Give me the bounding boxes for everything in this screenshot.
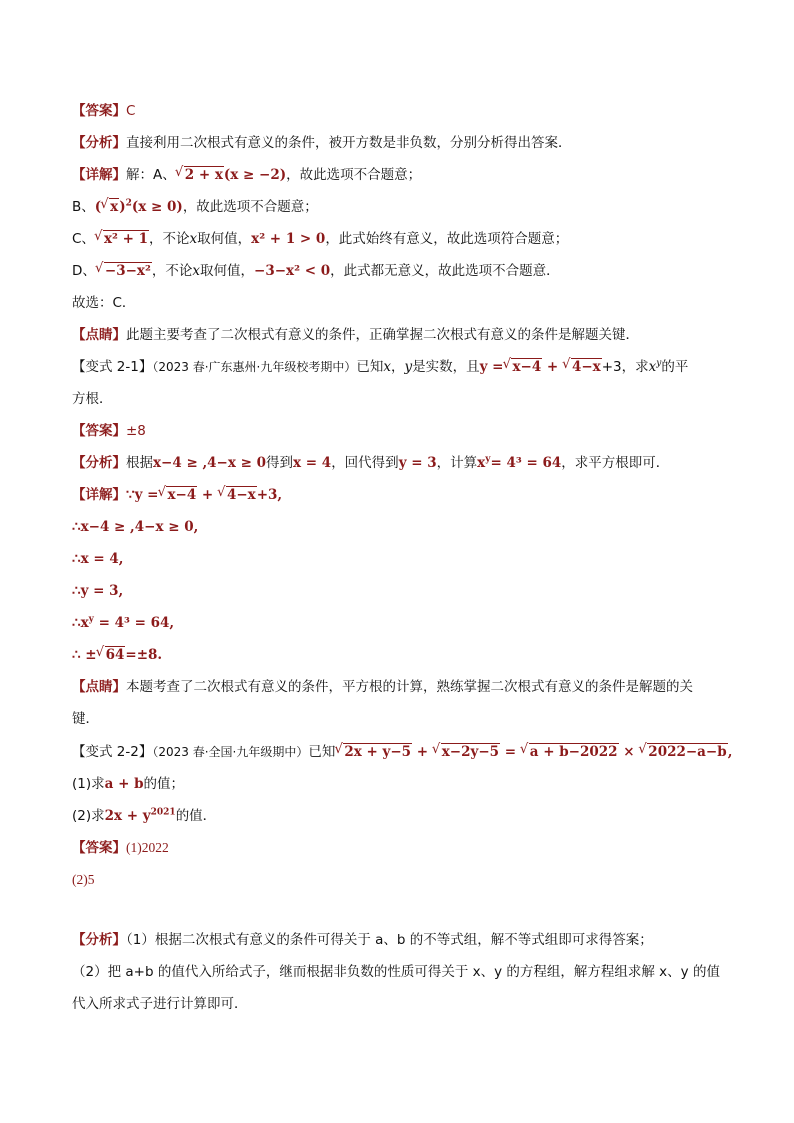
conclusion-text: 故选：C．: [72, 295, 136, 311]
q2-detail-line-3: [72, 549, 123, 569]
math-exponent: y: [485, 454, 491, 465]
math-expression: (x ≥ 0): [131, 199, 183, 215]
math-expression: x = 4: [293, 455, 332, 471]
comment-text: 本题考查了二次根式有意义的条件，平方根的计算，熟练掌握二次根式有意义的条件是解题的关: [126, 679, 693, 695]
q2-stem-line: [72, 357, 688, 377]
analysis-text: 得到: [266, 455, 294, 471]
q1-analysis-line: [72, 133, 572, 153]
analysis-text: ，求平方根即可．: [561, 455, 670, 471]
math-expression: y =: [134, 487, 159, 503]
analysis-tag: 【分析】: [72, 932, 126, 948]
q3-analysis-line: [72, 930, 653, 950]
analysis-tag: 【分析】: [72, 455, 126, 471]
radical-expression: √ x−2y−5: [441, 743, 500, 760]
detail-text: 取何值，: [200, 263, 255, 279]
radical-expression: √ −3−x²: [104, 262, 152, 279]
analysis-text: 直接利用二次根式有意义的条件，被开方数是非负数，分别分析得出答案．: [126, 135, 572, 151]
math-expression: ∴x−4 ≥ ,4−x ≥ 0,: [72, 519, 199, 535]
math-variable: x: [648, 359, 657, 375]
math-variable: x: [80, 615, 89, 631]
q3-answer-line: [72, 838, 169, 858]
math-expression: x² + 1 > 0: [251, 231, 326, 247]
comment-tag: 【点睛】: [72, 327, 126, 343]
answer-value: C: [126, 103, 136, 119]
stem-text: 已知: [308, 744, 336, 760]
math-expression: +3,: [256, 487, 283, 503]
stem-text: +3，求: [601, 359, 649, 375]
answer-value: (2)5: [72, 872, 95, 887]
detail-tag: 【详解】: [72, 487, 126, 503]
q2-detail-line-2: [72, 517, 198, 537]
answer-tag: 【答案】: [72, 103, 126, 119]
q2-answer-line: [72, 421, 146, 441]
analysis-text: 根据: [126, 455, 153, 471]
math-expression: y =: [479, 359, 504, 375]
math-exponent: y: [88, 614, 94, 625]
math-variable: x: [383, 359, 391, 375]
q1-answer-line: [72, 101, 135, 121]
math-symbol: (: [94, 199, 102, 215]
q3-analysis-line-3: [72, 994, 248, 1014]
sub-question-text: (2)求: [72, 808, 105, 824]
math-symbol: ,: [727, 744, 733, 760]
detail-text: B、: [72, 199, 95, 215]
comment-text: 此题主要考查了二次根式有意义的条件，正确掌握二次根式有意义的条件是解题关键．: [126, 327, 639, 343]
variant-tag: 【变式 2-1】: [72, 359, 153, 375]
radical-expression: √ x² + 1: [103, 230, 149, 247]
analysis-text: （1）根据二次根式有意义的条件可得关于 a、b 的不等式组，解不等式组即可求得答案；: [126, 932, 653, 948]
q3-stem-line: [72, 742, 732, 762]
math-expression: =±8.: [125, 647, 163, 663]
answer-value: (1)2022: [126, 840, 169, 855]
math-exponent: 2: [125, 198, 132, 209]
math-symbol: +: [542, 359, 563, 375]
q2-analysis-line: [72, 453, 669, 473]
math-expression: −3−x² < 0: [254, 263, 331, 279]
q3-sub2-line: [72, 806, 216, 826]
analysis-text: ，计算: [436, 455, 478, 471]
math-variable: x: [477, 455, 486, 471]
q3-sub1-line: [72, 774, 184, 794]
detail-text: ，此式始终有意义，故此选项符合题意；: [325, 231, 569, 247]
analysis-text: （2）把 a+b 的值代入所给式子，继而根据非负数的性质可得关于 x、y 的方程组，解方程组求解 x、y 的值: [72, 964, 720, 980]
radical-expression: √ x−4: [511, 358, 542, 375]
analysis-text: ，回代得到: [331, 455, 399, 471]
detail-text: D、: [72, 263, 96, 279]
answer-value: ±8: [126, 423, 146, 439]
q1-detail-c-line: [72, 229, 568, 249]
question-source: （2023 春·广东惠州·九年级校考期中）: [152, 360, 357, 374]
math-symbol: +: [412, 744, 433, 760]
math-expression: x−4 ≥ ,4−x ≥ 0: [153, 455, 267, 471]
detail-text: ，此式都无意义，故此选项不合题意．: [330, 263, 560, 279]
math-expression: (x ≥ −2): [223, 167, 287, 183]
q2-comment-line: [72, 677, 693, 697]
q1-conclusion-line: [72, 293, 135, 313]
math-symbol: +: [197, 487, 218, 503]
math-symbol: ×: [618, 744, 640, 760]
q1-comment-line: [72, 325, 639, 345]
analysis-text: 代入所求式子进行计算即可．: [72, 996, 248, 1012]
stem-text: ，: [390, 359, 405, 375]
math-exponent: 2021: [150, 807, 176, 818]
sub-question-text: 的值；: [143, 776, 185, 792]
math-variable: x: [189, 231, 198, 247]
detail-text: ，故此选项不合题意；: [182, 199, 318, 215]
q2-stem-line-2: [72, 389, 113, 409]
detail-text: ，不论: [149, 231, 190, 247]
q1-detail-a-line: [72, 165, 421, 185]
q2-detail-line-1: [72, 485, 282, 505]
math-expression: = 4³ = 64: [490, 455, 562, 471]
q1-detail-d-line: [72, 261, 560, 281]
math-expression: ∴ ±: [72, 647, 97, 663]
comment-tag: 【点睛】: [72, 679, 126, 695]
radical-expression: √ a + b−2022: [529, 743, 619, 760]
q3-answer-line-2: [72, 870, 95, 890]
math-expression: ∴y = 3,: [72, 583, 124, 599]
math-expression: 2x + y: [104, 808, 151, 824]
math-expression: y = 3: [398, 455, 437, 471]
q2-detail-line-6: [72, 645, 162, 665]
comment-text: 键．: [72, 711, 99, 727]
math-symbol: ): [119, 199, 126, 215]
stem-text: 是实数，且: [412, 359, 480, 375]
detail-text: ，故此选项不合题意；: [286, 167, 422, 183]
q2-detail-line-5: [72, 613, 174, 633]
math-expression: = 4³ = 64,: [93, 615, 175, 631]
q1-detail-b-line: [72, 197, 318, 217]
radical-expression: √ 2022−a−b: [647, 743, 727, 760]
stem-text: 的平: [661, 359, 689, 375]
sub-question-text: (1)求: [72, 776, 105, 792]
math-expression: ∴x = 4,: [72, 551, 124, 567]
q3-analysis-line-2: [72, 962, 720, 982]
radical-expression: √ 2 + x: [184, 166, 224, 183]
because-symbol: ∵: [126, 487, 135, 503]
stem-text: 已知: [356, 359, 384, 375]
sub-question-text: 的值．: [175, 808, 217, 824]
radical-expression: √ x−4: [166, 486, 197, 503]
math-expression: a + b: [104, 776, 144, 792]
detail-tag: 【详解】: [72, 167, 126, 183]
radical-expression: √ 4−x: [571, 358, 602, 375]
q2-detail-line-4: [72, 581, 123, 601]
radical-expression: √ x: [109, 198, 119, 215]
analysis-tag: 【分析】: [72, 135, 126, 151]
q2-comment-line-2: [72, 709, 99, 729]
answer-tag: 【答案】: [72, 840, 126, 856]
radical-expression: √ 2x + y−5: [343, 743, 412, 760]
question-source: （2023 春·全国·九年级期中）: [152, 745, 309, 759]
radical-expression: √ 4−x: [226, 486, 257, 503]
math-symbol: =: [500, 744, 521, 760]
math-variable: y: [404, 359, 413, 375]
detail-text: 取何值，: [197, 231, 252, 247]
math-variable: x: [192, 263, 201, 279]
variant-tag: 【变式 2-2】: [72, 744, 153, 760]
stem-text: 方根．: [72, 391, 113, 407]
detail-text: ，不论: [151, 263, 193, 279]
therefore-symbol: ∴: [72, 615, 81, 631]
answer-tag: 【答案】: [72, 423, 126, 439]
math-exponent: y: [656, 358, 662, 369]
radical-expression: √ 64: [105, 646, 126, 663]
detail-text: C、: [72, 231, 95, 247]
detail-text: 解：A、: [126, 167, 176, 183]
